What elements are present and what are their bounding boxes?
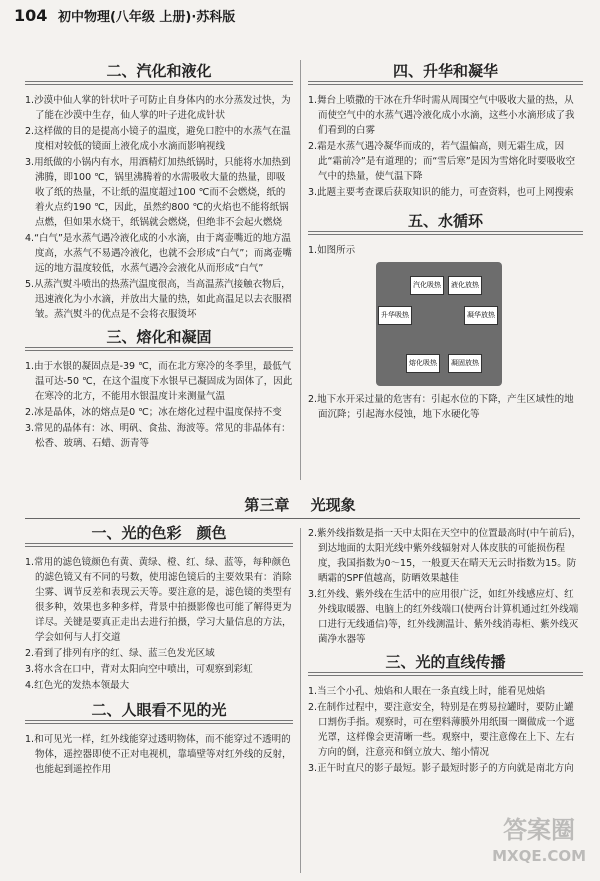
answer-item: 2.看到了排列有序的红、绿、蓝三色发光区域: [25, 648, 215, 659]
answer-item: 2.这样做的目的是提高小镜子的温度，避免口腔中的水蒸气在温度相对较低的镜面上液化成小水滴而影响视线: [25, 126, 291, 152]
answer-item: 2.紫外线指数是指一天中太阳在天空中的位置最高时(中午前后)，到达地面的太阳光线中紫外线辐射对人体皮肤的可能损伤程度，我国指数为0～15，一般夏天在晴天无云时指数为15。防晒霜的SPF值越高，防晒效果越佳: [308, 528, 581, 584]
section-rule: [308, 672, 583, 676]
answer-item: 3.常见的晶体有：冰、明矾、食盐、海波等。常见的非晶体有：松香、玻璃、石蜡、沥青等: [25, 423, 291, 449]
watermark-logo: [492, 817, 586, 869]
answer-item: 3.将水含在口中，背对太阳向空中喷出，可观察到彩虹: [25, 664, 253, 675]
column-divider: [300, 528, 301, 873]
diagram-label: 液化放热: [448, 276, 482, 295]
answer-item: 3.此题主要考查课后获取知识的能力，可查资料，也可上网搜索: [308, 187, 574, 198]
answer-item: 1.常用的滤色镜颜色有黄、黄绿、橙、红、绿、蓝等，每种颜色的滤色镜又有不同的号数，使用滤色镜后的主要效果有：消除尘雾、调节反差和表现云天等。要注意的是，滤色镜的类型有很多种，效果也多种多样，背景中拍摄影像也可能了解得更为详尽。关键是要真正走出去进行拍摄，学习大量信息的方法，学会如何与人打交道: [25, 557, 292, 643]
section-rule: [25, 720, 293, 724]
diagram-label: 升华吸热: [378, 306, 412, 325]
section-rule: [308, 231, 583, 235]
water-cycle-diagram: [376, 262, 502, 386]
section-title: 一、光的色彩 颜色: [91, 524, 227, 542]
page-header: [14, 6, 235, 25]
answer-item: 2.地下水开采过量的危害有：引起水位的下降，产生区域性的地面沉降；引起海水侵蚀，地下水硬化等: [308, 394, 574, 420]
answer-item: 1.当三个小孔、烛焰和人眼在一条直线上时，能看见烛焰: [308, 686, 546, 697]
answer-item: 4.红色光的发热本领最大: [25, 680, 130, 691]
chapter-heading: [0, 494, 600, 515]
section-title: 二、人眼看不见的光: [91, 701, 227, 719]
watermark-text: 答案圈: [503, 816, 576, 844]
answer-item: 5.从蒸汽熨斗喷出的热蒸汽温度很高，当高温蒸汽接触衣物后，迅速液化为小水滴，并放出大量的热，如此高温足以去衣服褶皱。蒸汽熨斗的优点是不会将衣服烫坏: [25, 279, 292, 320]
answer-item: 2.霜是水蒸气遇冷凝华而成的，若气温偏高，则无霜生成，因此“霜前冷”是有道理的；而“雪后寒”是因为雪熔化时要吸收空气中的热量，使气温下降: [308, 141, 576, 182]
chapter-label: 第三章: [244, 496, 290, 514]
diagram-label: 凝固放热: [448, 354, 482, 373]
answer-item: 2.冰是晶体，冰的熔点是0 ℃；冰在熔化过程中温度保持不变: [25, 407, 282, 418]
answer-item: 1.和可见光一样，红外线能穿过透明物体，而不能穿过不透明的物体，遥控器即使不正对电视机，靠墙壁等对红外线的反射，也能起到遥控作用: [25, 734, 292, 775]
answer-item: 3.红外线、紫外线在生活中的应用很广泛，如红外线感应灯、红外线取暖器、电脑上的红外线端口(使两台计算机通过红外线端口进行无线通信)等，红外线测温计、紫外线消毒柜、紫外线灭菌净水器等: [308, 589, 579, 645]
page-number: 104: [14, 6, 48, 25]
section-title: 二、汽化和液化: [106, 62, 212, 80]
answer-item: 1.由于水银的凝固点是-39 ℃，而在北方寒冷的冬季里，最低气温可达-50 ℃，在这个温度下水银早已凝固成为固体了，因此在寒冷的北方，不能用水银温度计来测量气温: [25, 361, 293, 402]
section-rule: [25, 543, 293, 547]
section-rule: [25, 81, 293, 85]
section-title: 五、水循环: [407, 212, 483, 230]
answer-item: 1.舞台上喷撒的干冰在升华时需从周围空气中吸收大量的热，从而使空气中的水蒸气遇冷液化成小水滴，这些小水滴形成了我们看到的白雾: [308, 95, 575, 136]
book-title: 初中物理(八年级 上册)·苏科版: [57, 10, 236, 25]
section-rule: [25, 347, 293, 351]
answer-item: 3.用纸做的小锅内有水，用酒精灯加热纸锅时，只能将水加热到沸腾，即100 ℃，锅里沸腾着的水需吸收大量的热量，即吸收了纸的热量，不让纸的温度超过100 ℃而不会燃烧，纸的着火点约190 ℃，因此，虽然约800 ℃的火焰也不能将纸锅点燃，但如果水烧干，纸锅就会燃烧，但绝非不会起火燃烧: [25, 157, 291, 228]
diagram-label: 熔化吸热: [406, 354, 440, 373]
right-top-column: [308, 64, 583, 423]
left-top-column: [25, 64, 293, 452]
column-divider: [300, 60, 301, 480]
answer-item: 2.在制作过程中，要注意安全，特别是在剪易拉罐时，要防止罐口割伤手指。观察时，可在塑料薄膜外用纸围一圈做成一个遮光罩，这样像会更清晰一些。观察中，要注意像在上下、左右方向的倒，注意亮和倒立放大、缩小情况: [308, 702, 575, 758]
answer-item: 1.如图所示: [308, 245, 356, 256]
left-bottom-column: [25, 526, 293, 778]
right-bottom-column: [308, 526, 583, 777]
diagram-label: 汽化吸热: [410, 276, 444, 295]
answer-item: 3.正午时直尺的影子最短。影子最短时影子的方向就是南北方向: [308, 763, 574, 774]
chapter-title: 光现象: [310, 496, 356, 514]
section-title: 三、光的直线传播: [385, 653, 506, 671]
chapter-rule: [25, 518, 580, 519]
section-title: 三、熔化和凝固: [106, 328, 212, 346]
section-rule: [308, 81, 583, 85]
watermark-url: MXQE.COM: [492, 847, 586, 865]
answer-item: 1.沙漠中仙人掌的针状叶子可防止自身体内的水分蒸发过快，为了能在沙漠中生存，仙人掌的叶子进化成针状: [25, 95, 291, 121]
diagram-label: 凝华放热: [464, 306, 498, 325]
answer-item: 4.“白气”是水蒸气遇冷液化成的小水滴，由于离壶嘴近的地方温度高，水蒸气不易遇冷液化，也就不会形成“白气”；而离壶嘴远的地方温度较低，水蒸气遇冷会液化从而形成“白气”: [25, 233, 292, 274]
section-title: 四、升华和凝华: [392, 62, 498, 80]
